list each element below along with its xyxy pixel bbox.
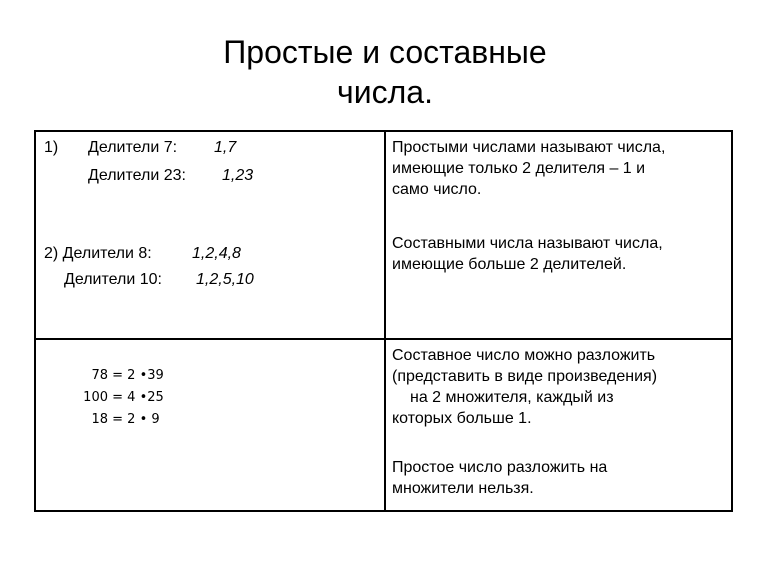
equation-factor-b: 25 bbox=[147, 390, 164, 405]
cell-definitions bbox=[392, 136, 727, 334]
prime-definition-line-2: имеющие только 2 делителя – 1 и bbox=[392, 160, 646, 177]
composite-definition-line-2: имеющие больше 2 делителей. bbox=[392, 256, 627, 273]
cell-divisors bbox=[42, 136, 380, 334]
divisors-8-value: 1,2,4,8 bbox=[192, 245, 241, 262]
cell-factorizations bbox=[42, 344, 380, 510]
composite-rule-line-2: (представить в виде произведения) bbox=[392, 368, 658, 385]
equation-row: 78 = 2 •39 bbox=[74, 366, 164, 386]
prime-rule-line-1: Простое число разложить на bbox=[392, 459, 608, 476]
equation-factor-b: 39 bbox=[147, 368, 164, 383]
column-divider bbox=[384, 132, 386, 510]
equation-factor-b: 9 bbox=[151, 412, 160, 427]
equation-lhs: 18 bbox=[91, 412, 108, 427]
equation-lhs: 78 bbox=[91, 368, 108, 383]
content-table bbox=[34, 130, 733, 512]
composite-rule-line-3: на 2 множителя, каждый из bbox=[410, 389, 614, 406]
equation-row: 18 = 2 • 9 bbox=[74, 410, 160, 430]
prime-definition-line-1: Простыми числами называют числа, bbox=[392, 139, 666, 156]
item-number-1: 1) bbox=[44, 139, 59, 156]
divisors-8-label: 2) Делители 8: bbox=[44, 245, 152, 262]
prime-rule-line-2: множители нельзя. bbox=[392, 480, 534, 497]
title-line-2: числа. bbox=[337, 74, 433, 110]
equation-factor-a: 2 bbox=[127, 368, 136, 383]
equation-factor-a: 2 bbox=[127, 412, 136, 427]
composite-rule-line-1: Составное число можно разложить bbox=[392, 347, 656, 364]
divisors-10-label: Делители 10: bbox=[64, 271, 162, 288]
composite-rule-line-4: которых больше 1. bbox=[392, 410, 532, 427]
row-divider bbox=[36, 338, 731, 340]
divisors-7-value: 1,7 bbox=[214, 139, 237, 156]
title-line-1: Простые и составные bbox=[223, 34, 547, 70]
equation-lhs: 100 bbox=[83, 390, 108, 405]
divisors-10-value: 1,2,5,10 bbox=[196, 271, 254, 288]
equation-row: 100 = 4 •25 bbox=[74, 388, 164, 408]
prime-definition-line-3: само число. bbox=[392, 181, 482, 198]
composite-definition-line-1: Составными числа называют числа, bbox=[392, 235, 663, 252]
page-title bbox=[0, 32, 770, 112]
equation-factor-a: 4 bbox=[127, 390, 136, 405]
cell-factorization-rules bbox=[392, 344, 727, 510]
divisors-23-value: 1,23 bbox=[222, 167, 254, 184]
divisors-7-label: Делители 7: bbox=[88, 139, 178, 156]
divisors-23-label: Делители 23: bbox=[88, 167, 186, 184]
